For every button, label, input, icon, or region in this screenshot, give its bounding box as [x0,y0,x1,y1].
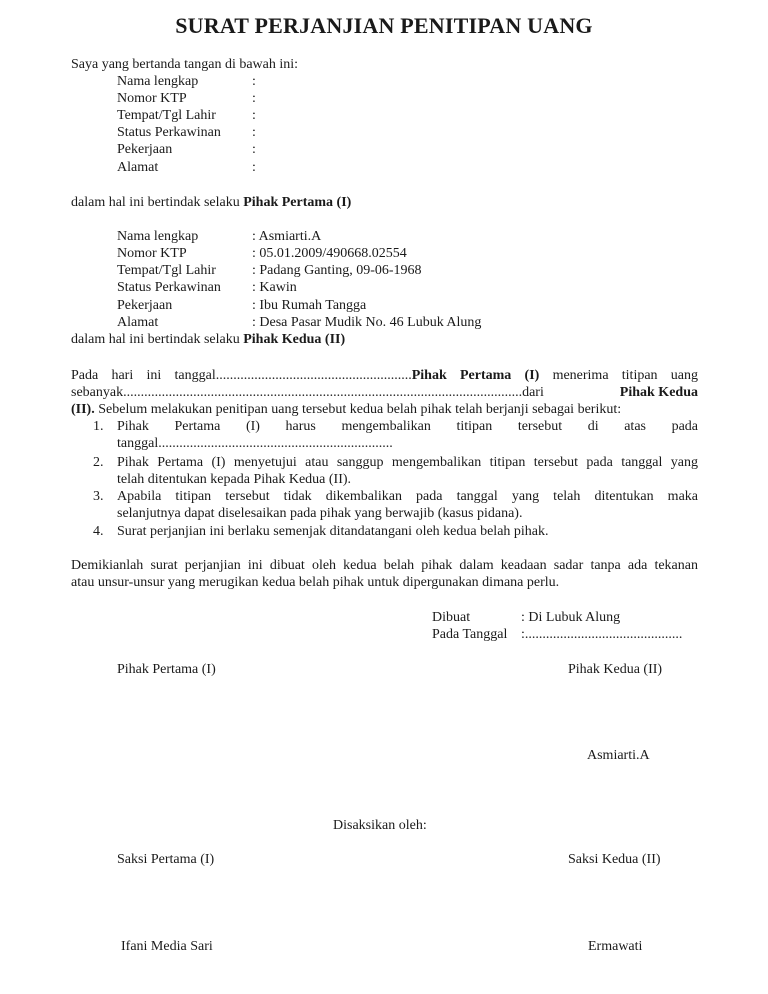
party1-name-value: : [252,74,256,89]
clause-text: Apabila titipan tersebut tidak dikembalikan pada tanggal yang telah ditentukan maka [117,489,698,504]
party2-address-value: : Desa Pasar Mudik No. 46 Lubuk Alung [252,315,482,330]
party2-marital-value: : Kawin [252,280,297,295]
party1-name-label: Nama lengkap [117,74,199,89]
clause-number: 2. [93,455,104,470]
body-line-3 [71,401,621,418]
party2-name-value: : Asmiarti.A [252,229,322,244]
intro-text: Saya yang bertanda tangan di bawah ini: [71,57,299,72]
witnessed-by-label: Disaksikan oleh: [333,818,427,833]
date-label: Pada Tanggal [432,627,508,642]
party1-ktp-value: : [252,91,256,106]
body-text: menerima titipan uang [552,368,699,383]
witness1-label: Saksi Pertama (I) [117,852,215,867]
party2-marital-label: Status Perkawinan [117,280,221,295]
clause-text: Surat perjanjian ini berlaku semenjak ditandatangani oleh kedua belah pihak. [117,524,549,539]
party2-signature-label: Pihak Kedua (II) [568,662,663,677]
party1-birth-value: : [252,108,256,123]
body-line-1 [71,367,698,384]
party1-role-line [71,194,351,211]
clause-text: tanggal................................................................... [117,436,393,451]
party2-name-label: Nama lengkap [117,229,199,244]
party1-birth-label: Tempat/Tgl Lahir [117,108,216,123]
place-label: Dibuat [432,610,471,625]
place-value: : Di Lubuk Alung [521,610,621,625]
document-title: SURAT PERJANJIAN PENITIPAN UANG [175,13,593,38]
witness2-label: Saksi Kedua (II) [568,852,661,867]
party1-role-prefix: dalam hal ini bertindak selaku [71,195,240,210]
clause-text: selanjutnya dapat diselesaikan pada pihak yang berwajib (kasus pidana). [117,506,523,521]
party2-job-label: Pekerjaan [117,298,173,313]
party2-role-line [71,331,345,348]
witness1-name: Ifani Media Sari [121,939,213,954]
party1-marital-value: : [252,125,256,140]
body-text: Pada hari ini tanggal........................................................ [71,368,412,383]
clause-number: 1. [93,419,104,434]
clause-text: Pihak Pertama (I) menyetujui atau sanggup mengembalikan titipan tersebut pada tanggal yang [117,455,698,470]
party1-ktp-label: Nomor KTP [117,91,187,106]
party2-ktp-value: : 05.01.2009/490668.02554 [252,246,407,261]
party1-job-label: Pekerjaan [117,142,173,157]
clause-number: 3. [93,489,104,504]
body-text: sebanyak..................................................................................................................dari [71,385,544,400]
date-value: :............................................. [521,627,683,642]
party1-address-value: : [252,160,256,175]
closing-line-1: Demikianlah surat perjanjian ini dibuat oleh kedua belah pihak dalam keadaan sadar tanpa ada tekanan [71,558,698,573]
clause-text: telah ditentukan kepada Pihak Kedua (II). [117,472,352,487]
clause-text: Pihak Pertama (I) harus mengembalikan titipan tersebut di atas pada [117,419,698,434]
party2-job-value: : Ibu Rumah Tangga [252,298,367,313]
body-party2-end: (II). [71,402,95,417]
party1-address-label: Alamat [117,160,159,175]
party2-role-name: Pihak Kedua (II) [243,332,346,347]
party2-birth-value: : Padang Ganting, 09-06-1968 [252,263,422,278]
clause-number: 4. [93,524,104,539]
closing-line-2: atau unsur-unsur yang merugikan kedua belah pihak untuk dipergunakan dimana perlu. [71,575,560,590]
party1-job-value: : [252,142,256,157]
party2-role-prefix: dalam hal ini bertindak selaku [71,332,240,347]
witness2-name: Ermawati [588,939,643,954]
party2-birth-label: Tempat/Tgl Lahir [117,263,216,278]
party1-signature-label: Pihak Pertama (I) [117,662,216,677]
body-text: Sebelum melakukan penitipan uang tersebut kedua belah pihak telah berjanji sebagai berikut: [98,402,622,417]
body-line-2 [71,384,698,401]
party1-marital-label: Status Perkawinan [117,125,221,140]
party2-address-label: Alamat [117,315,159,330]
body-party2: Pihak Kedua [619,385,698,400]
body-party1: Pihak Pertama (I) [411,368,540,383]
party2-signature-name: Asmiarti.A [587,748,650,763]
party2-ktp-label: Nomor KTP [117,246,187,261]
party1-role-name: Pihak Pertama (I) [243,195,352,210]
